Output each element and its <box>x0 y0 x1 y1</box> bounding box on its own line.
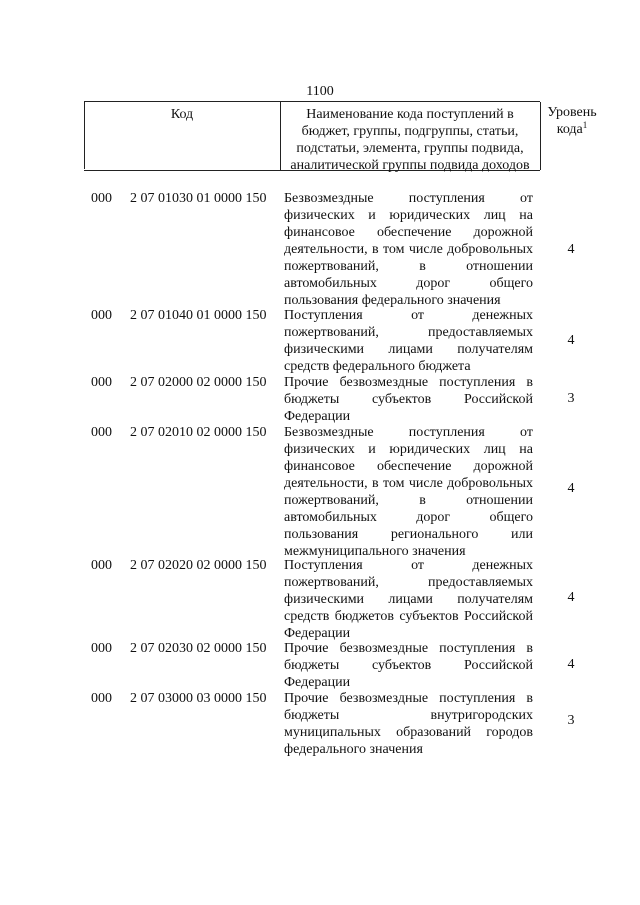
header-code: Код <box>170 107 194 122</box>
row-level: 3 <box>567 713 575 728</box>
row-prefix: 000 <box>91 641 112 656</box>
row-prefix: 000 <box>91 425 112 440</box>
row-level: 4 <box>567 657 575 672</box>
row-prefix: 000 <box>91 558 112 573</box>
row-code: 2 07 02020 02 0000 150 <box>130 558 267 573</box>
row-code: 2 07 02000 02 0000 150 <box>130 375 267 390</box>
row-name: Безвозмездные поступления от физических и юридических лиц на финансовое обеспечение дорожной деятельности, в том числе добровольных пожертвований, в отношении автомобильных дорог общего пользования федерального значения <box>284 191 533 308</box>
row-prefix: 000 <box>91 191 112 206</box>
row-level: 4 <box>567 590 575 605</box>
row-name: Поступления от денежных пожертвований, предоставляемых физическими лицами получателям средств бюджетов субъектов Российской Федерации <box>284 558 533 641</box>
row-prefix: 000 <box>91 691 112 706</box>
row-code: 2 07 02010 02 0000 150 <box>130 425 267 440</box>
row-name: Прочие безвозмездные поступления в бюджеты субъектов Российской Федерации <box>284 641 533 690</box>
row-code: 2 07 02030 02 0000 150 <box>130 641 267 656</box>
row-code: 2 07 01040 01 0000 150 <box>130 308 267 323</box>
row-code: 2 07 01030 01 0000 150 <box>130 191 267 206</box>
page-number: 1100 <box>306 84 334 99</box>
header-name: Наименование кода поступлений в бюджет, группы, подгруппы, статьи, подстатьи, элемента, группы подвида, аналитической группы подвида доходов <box>290 107 530 173</box>
row-prefix: 000 <box>91 308 112 323</box>
row-level: 4 <box>567 242 575 257</box>
row-level: 3 <box>567 391 575 406</box>
header-left-border <box>84 101 541 169</box>
header-level <box>540 104 604 138</box>
row-name: Безвозмездные поступления от физических и юридических лиц на финансовое обеспечение дорожной деятельности, в том числе добровольных пожертвований, в отношении автомобильных дорог общего пользования регионального или межмуниципального значения <box>284 425 533 559</box>
row-name: Прочие безвозмездные поступления в бюджеты субъектов Российской Федерации <box>284 375 533 424</box>
row-level: 4 <box>567 333 575 348</box>
row-name: Поступления от денежных пожертвований, предоставляемых физическими лицами получателям средств федерального бюджета <box>284 308 533 374</box>
header-level-footnote: 1 <box>582 120 588 130</box>
row-code: 2 07 03000 03 0000 150 <box>130 691 267 706</box>
header-level-text: Уровень кода <box>547 105 597 137</box>
row-name: Прочие безвозмездные поступления в бюджеты внутригородских муниципальных образований городов федерального значения <box>284 691 533 757</box>
row-prefix: 000 <box>91 375 112 390</box>
row-level: 4 <box>567 481 575 496</box>
